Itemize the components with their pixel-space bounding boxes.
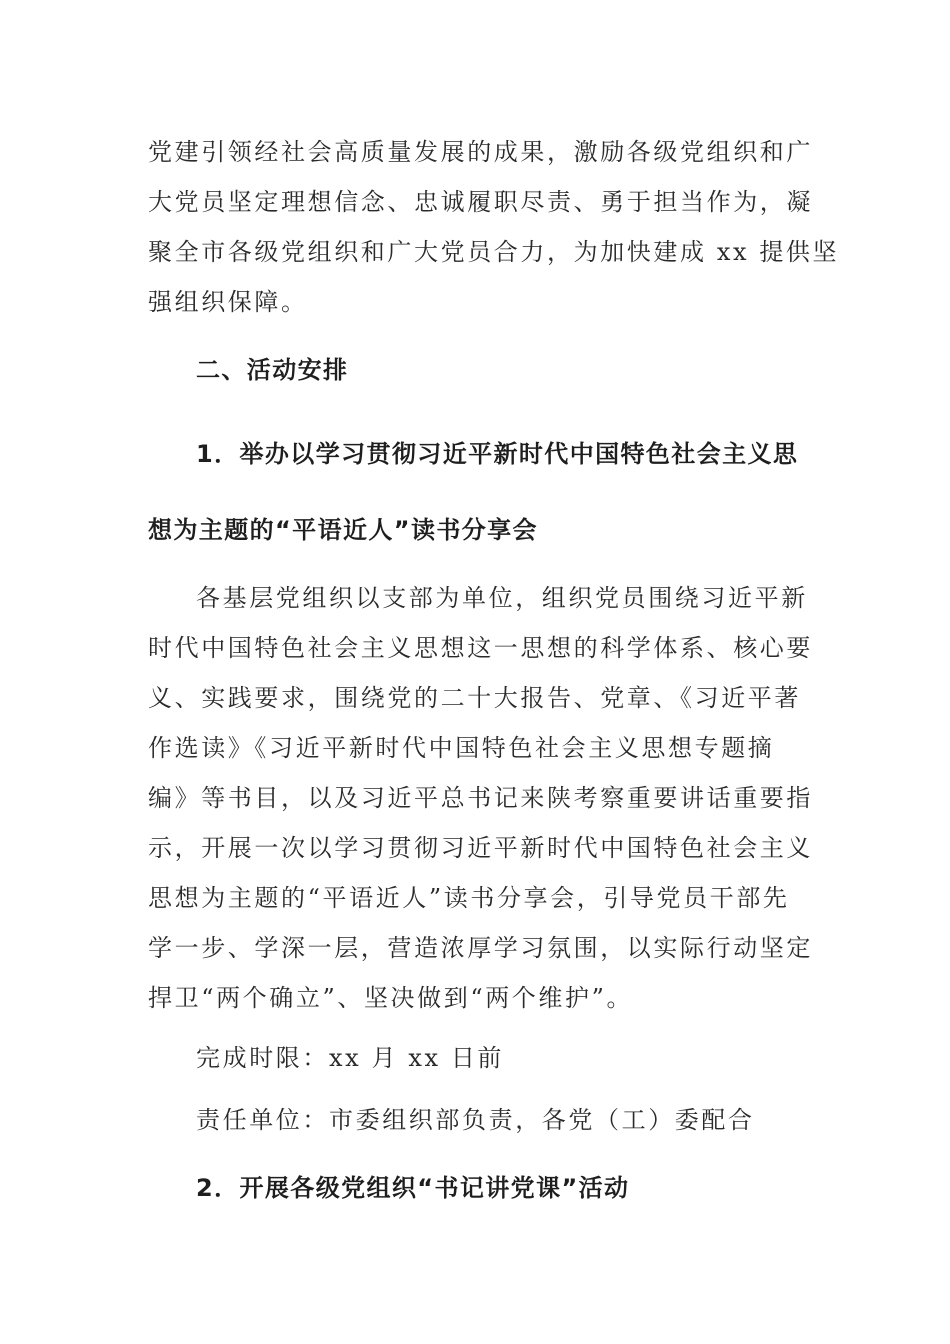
body-line: 学一步、学深一层，营造浓厚学习氛围，以实际行动坚定 [148,934,813,962]
body-line: 编》等书目，以及习近平总书记来陕考察重要讲话重要指 [148,784,813,812]
paragraph-line: 党建引领经社会高质量发展的成果，激励各级党组织和广 [148,138,813,166]
body-line: 思想为主题的“平语近人”读书分享会，引导党员干部先 [148,884,790,912]
item-heading-line: 1．举办以学习贯彻习近平新时代中国特色社会主义思 [196,440,799,468]
body-line: 作选读》《习近平新时代中国特色社会主义思想专题摘 [148,734,775,762]
body-line: 示，开展一次以学习贯彻习近平新时代中国特色社会主义 [148,834,813,862]
body-line: 各基层党组织以支部为单位，组织党员围绕习近平新 [196,584,808,612]
item-heading-line: 想为主题的“平语近人”读书分享会 [148,516,538,544]
deadline-text: 完成时限：xx 月 xx 日前 [196,1044,505,1072]
paragraph-line: 大党员坚定理想信念、忠诚履职尽责、勇于担当作为，凝 [148,188,813,216]
paragraph-line: 强组织保障。 [148,288,308,316]
body-line: 时代中国特色社会主义思想这一思想的科学体系、核心要 [148,634,813,662]
item-heading-line: 2．开展各级党组织“书记讲党课”活动 [196,1174,630,1202]
body-line: 义、实践要求，围绕党的二十大报告、党章、《习近平著 [148,684,801,712]
responsible-unit-text: 责任单位：市委组织部负责，各党（工）委配合 [196,1106,755,1134]
paragraph-line: 聚全市各级党组织和广大党员合力，为加快建成 xx 提供坚 [148,238,840,266]
body-line: 捍卫“两个确立”、坚决做到“两个维护”。 [148,984,634,1012]
section-heading: 二、活动安排 [196,356,349,384]
